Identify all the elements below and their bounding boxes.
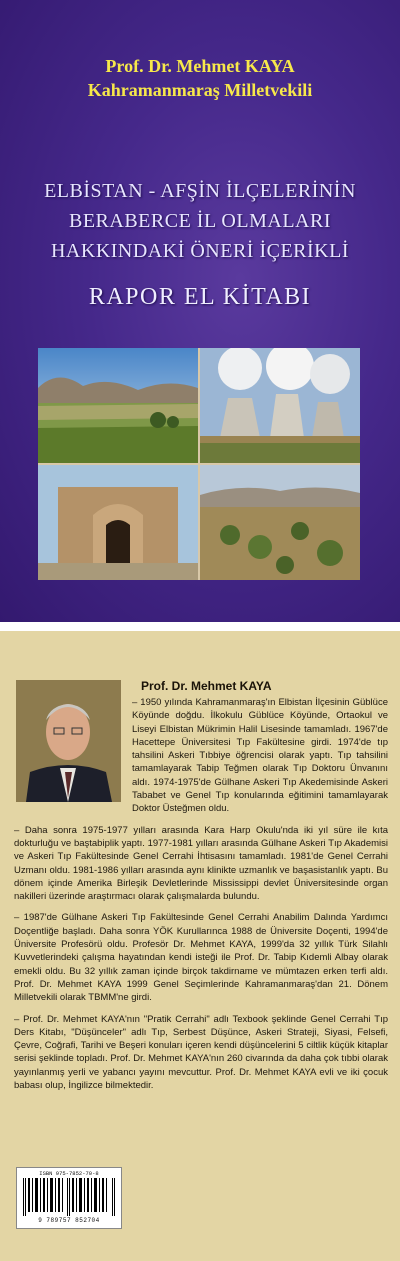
author-heading: Prof. Dr. Mehmet KAYA (141, 679, 272, 693)
ean-digits: 9 789757 852704 (38, 1217, 100, 1224)
bio-paragraph-4: – Prof. Dr. Mehmet KAYA'nın "Pratik Cerrahi" adlı Texbook şeklinde Genel Cerrahi Tıp Ders Kitabı, "Düşünceler" adlı Tıp, Serbest Düşünce, Askeri Strateji, Siyasi, Felsefi, Çevre, Coğrafi, Tarihi ve Beşeri konuları içeren kendi düşüncelerini 5 ciltlik küçük kitaplar serisi şeklinde topladı. Prof. Dr. Mehmet KAYA'nın 260 civarında da daha çok tıbbi olarak yayınlanmış yerli ve yabancı yayını mevcuttur. Prof. Dr. Mehmet KAYA evli ve iki çocuk babası olup, İngilizce bilmektedir. (14, 1013, 388, 1092)
book-subtitle: RAPOR EL KİTABI (88, 284, 312, 310)
barcode-bars-icon (23, 1178, 115, 1216)
plain-village-photo (200, 465, 360, 580)
book-title-line-3: HAKKINDAKİ ÖNERİ İÇERİKLİ (50, 240, 349, 262)
front-author-name: Prof. Dr. Mehmet KAYA (105, 56, 295, 76)
cover-photo-collage (38, 348, 360, 580)
isbn-barcode (16, 1167, 122, 1229)
author-biography (14, 696, 388, 1100)
book-title-line-1: ELBİSTAN - AFŞİN İLÇELERİNİN (44, 180, 356, 202)
historic-building-photo (38, 465, 198, 580)
back-cover (0, 631, 400, 1261)
front-author-block (0, 54, 400, 102)
bio-paragraph-3: – 1987'de Gülhane Askeri Tıp Fakültesinde Genel Cerrahi Anabilim Dalında Yardımcı Doçentliğe başladı. Daha sonra YÖK Kurullarınca 1988 de Üniversite Doçenti, 1994'de Üniversite Profesörü oldu. Profesör Dr. Mehmet KAYA, 1999'da 32 yıllık Türk Silahlı Kuvvetlerindeki çalışma hayatından kendi isteği ile Prof. Dr. Tabip Kıdemli Albay olarak emekli oldu. Bu 32 yıllık zaman içinde birçok takdirname ve mümtazen erken terfi aldı. Prof. Dr. Mehmet KAYA 1999 Genel Seçimlerinde Kahramanmaraş'dan 21. Dönem Milletvekili olarak TBMM'ne girdi. (14, 912, 388, 1004)
book-title-line-2: BERABERCE İL OLMALARI (69, 210, 331, 232)
power-plant-photo (200, 348, 360, 463)
bio-paragraph-1: – 1950 yılında Kahramanmaraş'ın Elbistan İlçesinin Güblüce Köyünde doğdu. İlkokulu Güblüce Köyünde, Ortaokul ve Liseyi Elbistan Mükrimin Halil Lisesinde tamamladı. 1967'de Hacettepe Üniversitesi Tıp Fakültesine girdi. 1974'de tıp tahsilini Askeri Tıbbiye öğrencisi olarak yaptı. Tıp tahsilini tamamlayarak Tabip Teğmen olarak Tıp Doktoru Ünvanını aldı. 1974-1975'de Gülhane Askeri Tıp Akedemisinde Askeri Tababet ve Genel Tıp konularında eğitimini tamamlayarak Doktor Üsteğmen oldu. (132, 697, 388, 815)
book-title (0, 176, 400, 266)
front-author-position: Kahramanmaraş Milletvekili (87, 80, 313, 100)
isbn-text: ISBN 975-7852-70-8 (39, 1170, 99, 1177)
landscape-photo (38, 348, 198, 463)
bio-paragraph-2: – Daha sonra 1975-1977 yılları arasında Kara Harp Okulu'nda iki yıl süre ile kıta dokturluğu ve baştabiplik yaptı. 1977-1981 yılları arasında Gülhane Askeri Tıp Akademisi ve Askeri Tıp Fakültesinde Genel Cerrahi İhtisasını tamamladı. 1981'de Genel Cerrahi Uzmanı oldu. 1981-1986 yılları arasında aynı klinikte uzmanlık ve başasistanlık yaptı. Bu dönem içinde Amerika Birleşik Devletlerinde Mississippi devlet Üniversitesinde organ nakilleri üzerinde araştırmacı olarak çalışmalarda bulundu. (14, 824, 388, 903)
front-cover (0, 0, 400, 622)
